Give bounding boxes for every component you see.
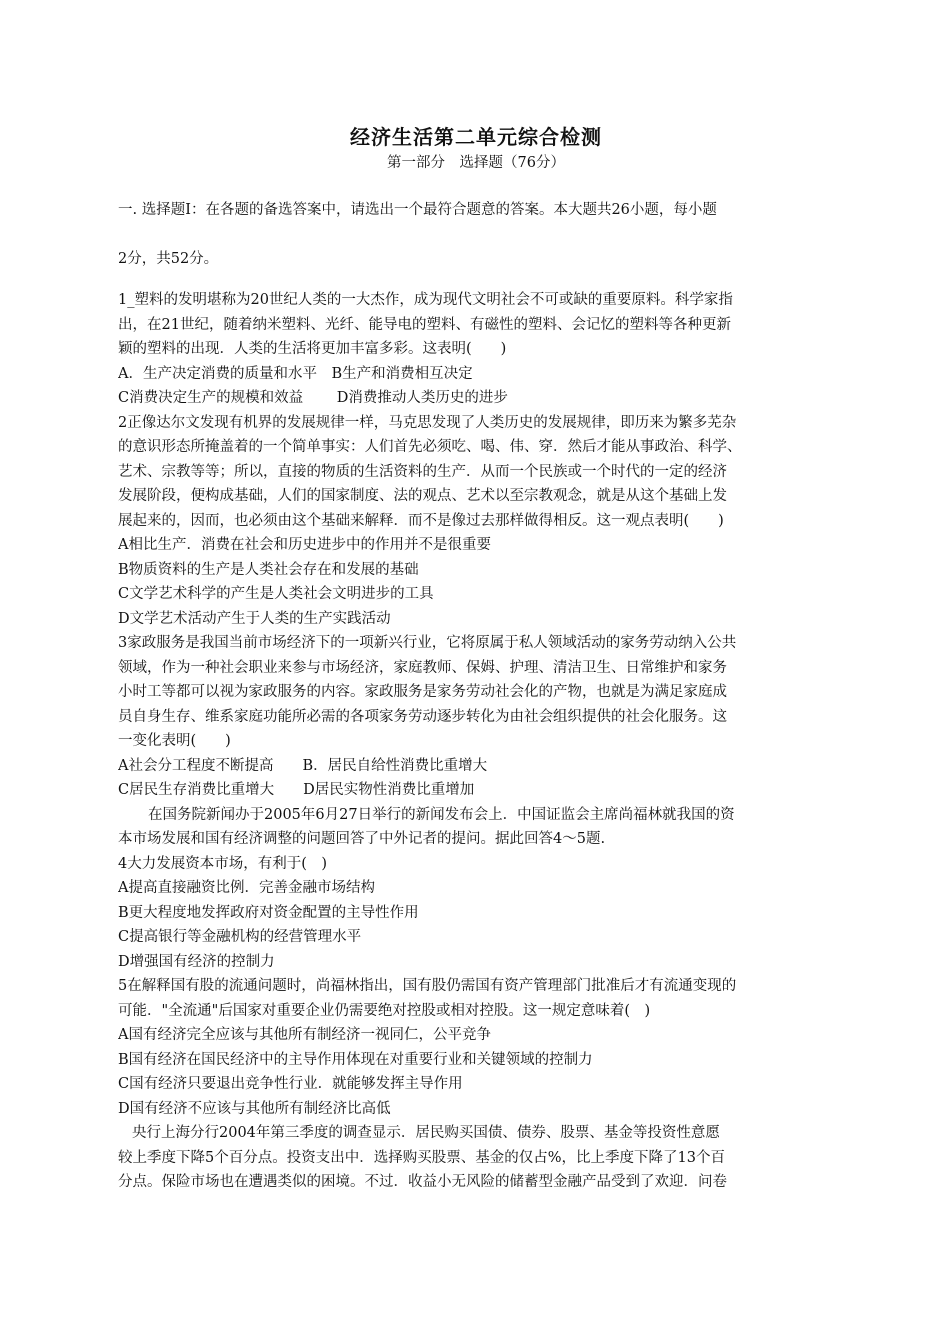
text-line: 分点。保险市场也在遭遇类似的困境。不过．收益小无风险的储蓄型金融产品受到了欢迎．问卷: [118, 1174, 727, 1190]
section-heading: [118, 190, 834, 280]
answer-option-line: A国有经济完全应该与其他所有制经济一视同仁，公平竞争: [118, 1027, 491, 1043]
document-title: 经济生活第二单元综合检测: [350, 125, 602, 149]
text-line: 1_塑料的发明堪称为20世纪人类的一大杰作，成为现代文明社会不可或缺的重要原料。科学家指: [118, 292, 733, 308]
answer-option-line: A相比生产．消费在社会和历史进步中的作用并不是很重要: [118, 537, 491, 553]
text-line: 艺术、宗教等等；所以，直接的物质的生活资料的生产．从而一个民族或一个时代的一定的经济: [118, 463, 727, 480]
text-line: 颖的塑料的出现．人类的生活将更加丰富多彩。这表明( ): [118, 341, 507, 357]
text-line: 在国务院新闻办于2005年6月27日举行的新闻发布会上．中国证监会主席尚福林就我国的资: [148, 806, 735, 823]
answer-option-line: C居民生存消费比重增大 D居民实物性消费比重增加: [118, 782, 475, 798]
answer-option-line: A提高直接融资比例．完善金融市场结构: [118, 880, 375, 896]
text-line: 2正像达尔文发现有机界的发展规律一样，马克思发现了人类历史的发展规律，即历来为繁多芜杂: [118, 414, 737, 431]
answer-option-line: C提高银行等金融机构的经营管理水平: [118, 929, 362, 945]
document-page: [118, 118, 834, 1195]
text-line: 展起来的，因而，也必须由这个基础来解释．而不是像过去那样做得相反。这一观点表明( ): [118, 512, 724, 529]
answer-option-line: D增强国有经济的控制力: [118, 953, 275, 970]
section-heading-line: 一. 选择题Ⅰ：在各题的备选答案中，请选出一个最符合题意的答案。本大题共26小题，每小题: [118, 202, 717, 218]
answer-option-line: C文学艺术科学的产生是人类社会文明进步的工具: [118, 586, 434, 602]
answer-option-line: B物质资料的生产是人类社会存在和发展的基础: [118, 561, 419, 578]
text-line: 一变化表明( ): [118, 733, 231, 749]
text-line: 本市场发展和国有经济调整的问题回答了中外记者的提问。据此回答4～5题.: [118, 831, 606, 847]
text-line: 领域，作为一种社会职业来参与市场经济，家庭教师、保姆、护理、清洁卫生、日常维护和家务: [118, 659, 727, 676]
answer-option-line: B更大程度地发挥政府对资金配置的主导性作用: [118, 904, 419, 921]
document-subtitle: 第一部分 选择题（76分）: [387, 155, 565, 171]
text-line: 的意识形态所掩盖着的一个简单事实：人们首先必须吃、喝、伟、穿．然后才能从事政治、科学、: [118, 439, 742, 455]
text-line: 5在解释国有股的流通问题时，尚福林指出，国有股仍需国有资产管理部门批准后才有流通变现的: [118, 978, 737, 994]
answer-option-line: A社会分工程度不断提高 B．居民自给性消费比重增大: [118, 757, 488, 774]
text-line: 较上季度下降5个百分点。投资支出中．选择购买股票、基金的仅占%，比上季度下降了13个百: [118, 1149, 725, 1166]
answer-option-line: D国有经济不应该与其他所有制经济比高低: [118, 1100, 391, 1117]
text-line: 可能．"全流通"后国家对重要企业仍需要绝对控股或相对控股。这一规定意味着( ): [118, 1002, 651, 1019]
answer-option-line: B国有经济在国民经济中的主导作用体现在对重要行业和关键领域的控制力: [118, 1051, 593, 1068]
text-line: 央行上海分行2004年第三季度的调查显示．居民购买国债、债券、股票、基金等投资性意愿: [132, 1125, 720, 1141]
answer-option-line: A．生产决定消费的质量和水平 B生产和消费相互决定: [118, 365, 473, 382]
answer-option-line: C消费决定生产的规模和效益 D消费推动人类历史的进步: [118, 390, 508, 406]
text-line: 小时工等都可以视为家政服务的内容。家政服务是家务劳动社会化的产物，也就是为满足家庭成: [118, 684, 727, 700]
text-line: 员自身生存、维系家庭功能所必需的各项家务劳动逐步转化为由社会组织提供的社会化服务。这: [118, 708, 727, 725]
answer-option-line: C国有经济只要退出竞争性行业．就能够发挥主导作用: [118, 1076, 463, 1092]
text-line: 3家政服务是我国当前市场经济下的一项新兴行业，它将原属于私人领域活动的家务劳动纳入公共: [118, 635, 737, 651]
answer-option-line: D文学艺术活动产生于人类的生产实践活动: [118, 610, 391, 627]
text-line: 出，在21世纪，随着纳米塑料、光纤、能导电的塑料、有磁性的塑料、会记忆的塑料等各种更新: [118, 316, 731, 333]
text-line: 4大力发展资本市场，有利于( ): [118, 855, 328, 872]
text-line: 发展阶段，便构成基础，人们的国家制度、法的观点、艺术以至宗教观念，就是从这个基础上发: [118, 488, 727, 504]
question-body: [118, 288, 834, 1195]
section-heading-line: 2分，共52分。: [118, 251, 219, 267]
